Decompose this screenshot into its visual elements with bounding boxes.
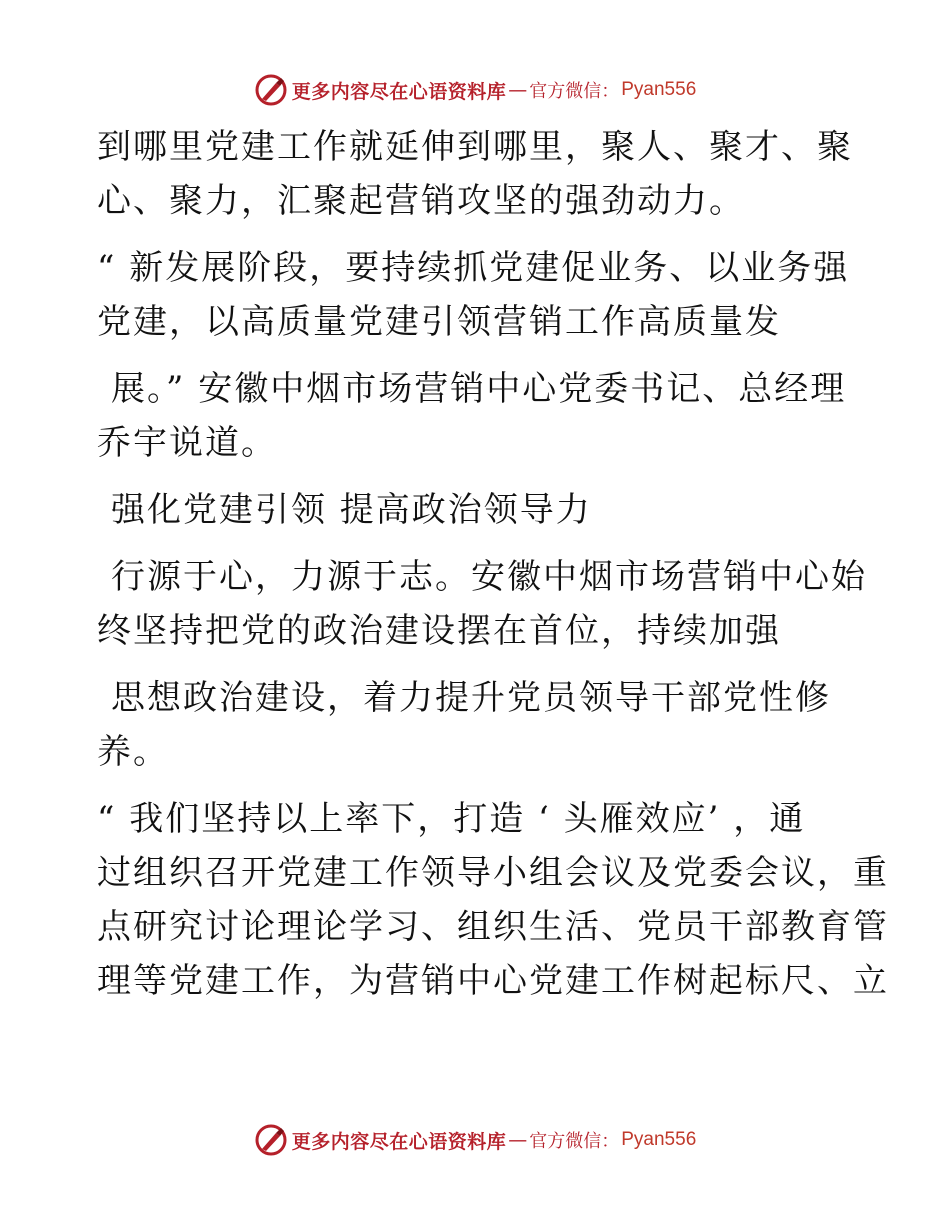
text-line: 到哪里党建工作就延伸到哪里，聚人、聚才、聚 [97,127,853,167]
text-line: 思想政治建设，着力提升党员领导干部党性修 [111,678,831,718]
text-line: 过组织召开党建工作领导小组会议及党委会议，重 [97,853,889,893]
pen-logo-icon [254,73,288,107]
banner-wechat-label: 官方微信： [529,81,620,102]
text-line: “ 新发展阶段，要持续抓党建促业务、以业务强 [97,248,850,288]
text-line: 行源于心，力源于志。安徽中烟市场营销中心始 [111,557,867,597]
paragraph [97,362,857,470]
section-heading [97,483,857,537]
banner-wechat-id: Pyan556 [621,79,697,100]
paragraph [97,241,857,349]
text-line: 理等党建工作，为营销中心党建工作树起标尺、立 [97,961,889,1001]
text-line: 养。 [97,732,169,772]
paragraph [97,792,889,1008]
text-line: 展。” 安徽中烟市场营销中心党委书记、总经理 [111,369,847,409]
text-line: 乔宇说道。 [97,423,277,463]
text-line: 点研究讨论理论学习、组织生活、党员干部教育管 [97,907,889,947]
text-line: 终坚持把党的政治建设摆在首位，持续加强 [97,611,781,651]
heading-text: 强化党建引领 提高政治领导力 [111,490,592,530]
banner-wechat-id: Pyan556 [621,1129,697,1150]
paragraph [97,550,867,658]
banner-wechat-label: 官方微信： [529,1131,620,1152]
paragraph [97,671,857,779]
document-body [97,120,889,1008]
banner-brand-text: 更多内容尽在心语资料库 [291,1130,507,1153]
pen-logo-icon [254,1123,288,1157]
banner-dash: — [508,1129,528,1151]
banner-brand-text: 更多内容尽在心语资料库 [291,80,507,103]
banner-dash: — [508,79,528,101]
footer-watermark-banner [0,1120,950,1160]
text-line: 心、聚力，汇聚起营销攻坚的强劲动力。 [97,181,745,221]
text-line: 党建，以高质量党建引领营销工作高质量发 [97,302,781,342]
header-watermark-banner [0,70,950,110]
paragraph [97,120,857,228]
text-line: “ 我们坚持以上率下，打造 ‘ 头雁效应’ ，通 [97,799,806,839]
